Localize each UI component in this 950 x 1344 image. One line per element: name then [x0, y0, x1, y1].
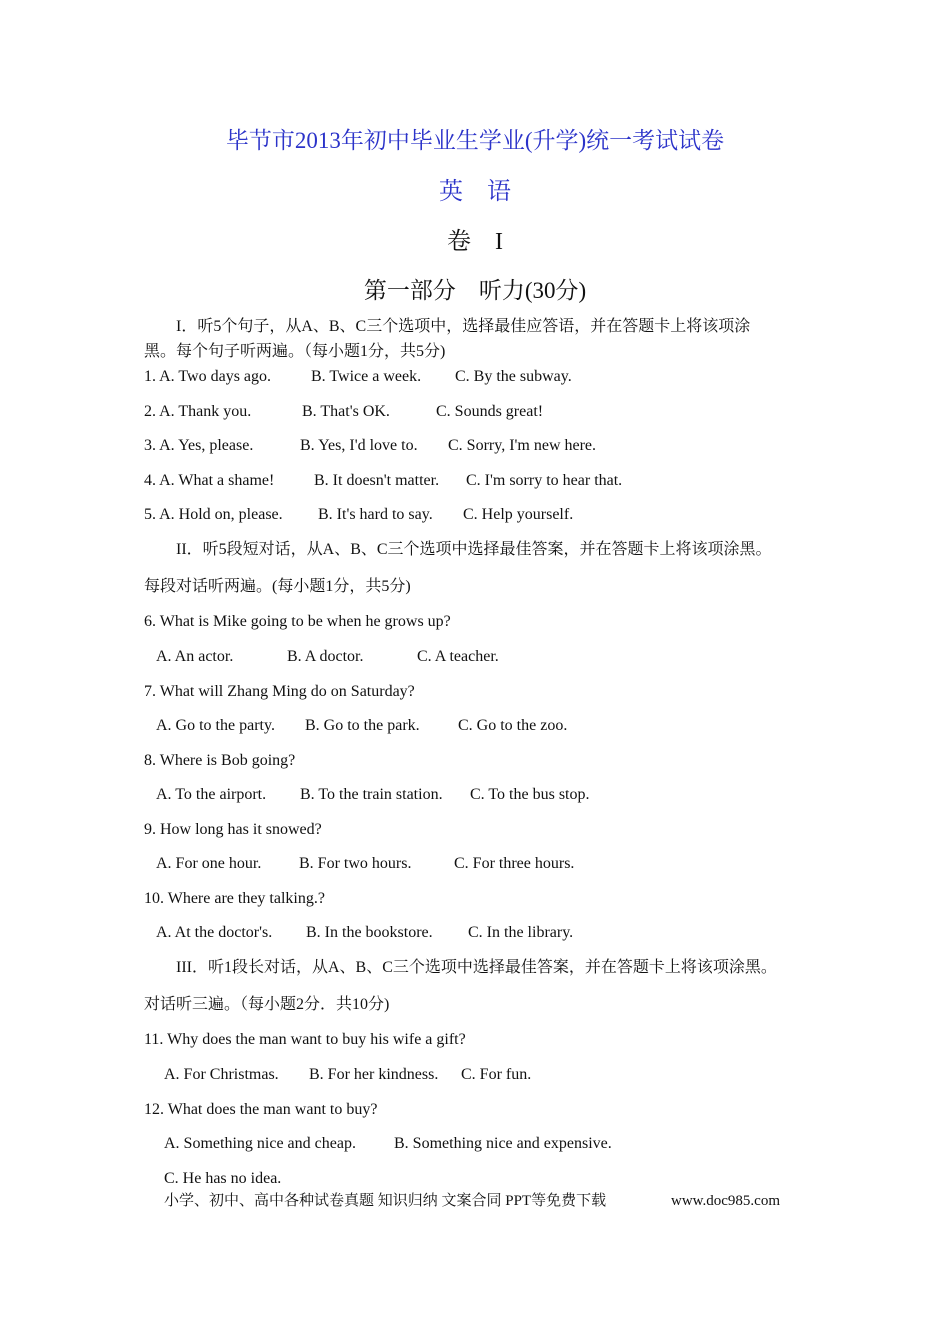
section1-intro-line2: 黑。每个句子听两遍。（每小题1分，共5分): [144, 343, 446, 360]
footer-text: 小学、初中、高中各种试卷真题 知识归纳 文案合同 PPT等免费下载: [164, 1193, 607, 1209]
q5-option-a: 5. A. Hold on, please.: [144, 506, 283, 523]
q7-question: 7. What will Zhang Ming do on Saturday?: [144, 683, 415, 700]
q5-option-b: B. It's hard to say.: [318, 506, 433, 523]
section3-intro-line1: III．听1段长对话，从A、B、C三个选项中选择最佳答案，并在答题卡上将该项涂黑。: [176, 959, 777, 976]
exam-title: 毕节市2013年初中毕业生学业(升学)统一考试试卷: [225, 128, 725, 153]
q2-option-a: 2. A. Thank you.: [144, 403, 252, 420]
q8-option-b: B. To the train station.: [300, 786, 443, 803]
q3-option-a: 3. A. Yes, please.: [144, 437, 254, 454]
q4-option-b: B. It doesn't matter.: [314, 472, 440, 489]
q5-option-c: C. Help yourself.: [463, 506, 574, 523]
q11-option-b: B. For her kindness.: [309, 1066, 439, 1083]
q6-option-b: B. A doctor.: [287, 648, 364, 665]
q9-option-c: C. For three hours.: [454, 855, 575, 872]
q8-option-a: A. To the airport.: [156, 786, 267, 803]
q12-option-b: B. Something nice and expensive.: [394, 1135, 612, 1152]
q2-option-c: C. Sounds great!: [436, 403, 544, 420]
volume-heading: 卷 I: [447, 229, 503, 255]
q7-option-b: B. Go to the park.: [305, 717, 420, 734]
q10-option-c: C. In the library.: [468, 924, 574, 941]
q6-option-c: C. A teacher.: [417, 648, 499, 665]
section2-intro-line1: II．听5段短对话，从A、B、C三个选项中选择最佳答案，并在答题卡上将该项涂黑。: [176, 541, 772, 558]
q1-option-c: C. By the subway.: [455, 368, 572, 385]
q12-option-a: A. Something nice and cheap.: [164, 1135, 356, 1152]
q11-option-c: C. For fun.: [461, 1066, 532, 1083]
q12-option-c: C. He has no idea.: [164, 1170, 282, 1187]
subject-heading: 英 语: [439, 179, 511, 205]
q11-question: 11. Why does the man want to buy his wife a gift?: [144, 1031, 466, 1048]
q10-option-a: A. At the doctor's.: [156, 924, 273, 941]
q9-option-b: B. For two hours.: [299, 855, 412, 872]
q3-option-c: C. Sorry, I'm new here.: [448, 437, 597, 454]
q2-option-b: B. That's OK.: [302, 403, 390, 420]
q9-option-a: A. For one hour.: [156, 855, 262, 872]
q6-option-a: A. An actor.: [156, 648, 234, 665]
q11-option-a: A. For Christmas.: [164, 1066, 279, 1083]
q1-option-b: B. Twice a week.: [311, 368, 422, 385]
q10-question: 10. Where are they talking.?: [144, 890, 325, 907]
q8-question: 8. Where is Bob going?: [144, 752, 296, 769]
q4-option-a: 4. A. What a shame!: [144, 472, 275, 489]
section2-intro-line2: 每段对话听两遍。(每小题1分，共5分): [144, 578, 411, 595]
q12-question: 12. What does the man want to buy?: [144, 1101, 378, 1118]
q4-option-c: C. I'm sorry to hear that.: [466, 472, 623, 489]
section1-intro-line1: I．听5个句子，从A、B、C三个选项中，选择最佳应答语，并在答题卡上将该项涂: [176, 318, 751, 335]
q10-option-b: B. In the bookstore.: [306, 924, 433, 941]
q7-option-c: C. Go to the zoo.: [458, 717, 568, 734]
section3-intro-line2: 对话听三遍。（每小题2分．共10分): [144, 996, 390, 1013]
q1-option-a: 1. A. Two days ago.: [144, 368, 272, 385]
q9-question: 9. How long has it snowed?: [144, 821, 322, 838]
q8-option-c: C. To the bus stop.: [470, 786, 590, 803]
part-heading: 第一部分 听力(30分): [363, 278, 587, 303]
q6-question: 6. What is Mike going to be when he grows up?: [144, 613, 451, 630]
q7-option-a: A. Go to the party.: [156, 717, 275, 734]
footer-url: www.doc985.com: [671, 1193, 781, 1209]
q3-option-b: B. Yes, I'd love to.: [300, 437, 418, 454]
